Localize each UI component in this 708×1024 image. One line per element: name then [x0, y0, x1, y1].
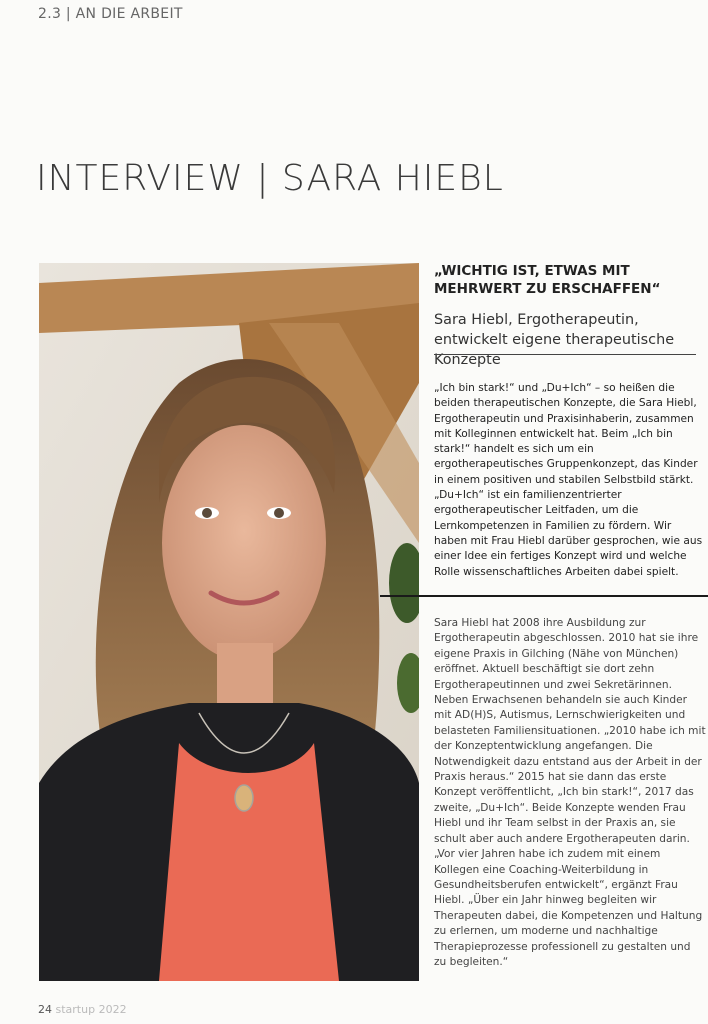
page-title: INTERVIEW | SARA HIEBL	[36, 158, 504, 199]
divider-long	[380, 595, 708, 597]
intro-paragraph: „Ich bin stark!“ und „Du+Ich“ – so heißen die beiden therapeutischen Konzepte, die Sara Hiebl, Ergotherapeutin und Praxisinhaberin, zusammen mit Kolleginnen entwickelt hat. Beim „Ich bin stark!“ handelt es sich um ein ergotherapeutisches Gruppenkonzept, das Kinder in einem positiven und stabilen Selbstbild stärkt. „Du+Ich“ ist ein familienzentrierter ergotherapeutischer Leitfaden, um die Lernkompetenzen in Familien zu fördern. Wir haben mit Frau Hiebl darüber gesprochen, wie aus einer Idee ein fertiges Konzept wird und welche Rolle wissenschaftliches Arbeiten dabei spielt.	[434, 382, 703, 578]
portrait-photo	[39, 263, 419, 981]
body-paragraph: Sara Hiebl hat 2008 ihre Ausbildung zur Ergotherapeutin abgeschlossen. 2010 hat sie ihre eigene Praxis in Gilching (Nähe von München) eröffnet. Aktuell beschäftigt sie dort zehn Ergotherapeutinnen und zwei Sekretärinnen. Neben Erwachsenen behandeln sie auch Kinder mit AD(H)S, Autismus, Lernschwierigkeiten und belasteten Familiensituationen. „2010 habe ich mit der Konzeptentwicklung angefangen. Die Notwendigkeit dazu entstand aus der Arbeit in der Praxis heraus.“ 2015 hat sie dann das erste Konzept veröffentlicht, „Ich bin stark!“, 2017 das zweite, „Du+Ich“. Beide Konzepte wenden Frau Hiebl und ihr Team selbst in der Praxis an, sie schult aber auch andere Ergotherapeuten darin.	[434, 617, 706, 845]
magazine-name: startup 2022	[55, 1003, 127, 1016]
body-paragraph: „Vor vier Jahren habe ich zudem mit einem Kollegen eine Coaching-Weiterbildung in Gesundheitsberufen entwickelt“, ergänzt Frau Hiebl. „Über ein Jahr hinweg begleiten wir Therapeuten dabei, die Kompetenzen und Haltung zu erlernen, um moderne und nachhaltige Therapieprozesse professionell zu gestalten und zu begleiten.“	[434, 848, 703, 968]
page-number: 24	[38, 1003, 52, 1016]
page-footer	[38, 1003, 127, 1016]
subtitle: Sara Hiebl, Ergotherapeutin, entwickelt eigene therapeutische Konzepte	[434, 312, 675, 368]
body-text	[434, 616, 706, 970]
divider-short	[434, 354, 696, 355]
pull-quote: „WICHTIG IST, ETWAS MIT MEHRWERT ZU ERSCHAFFEN“	[434, 263, 661, 297]
section-label: 2.3 | AN DIE ARBEIT	[38, 6, 183, 22]
portrait-illustration	[39, 263, 419, 981]
